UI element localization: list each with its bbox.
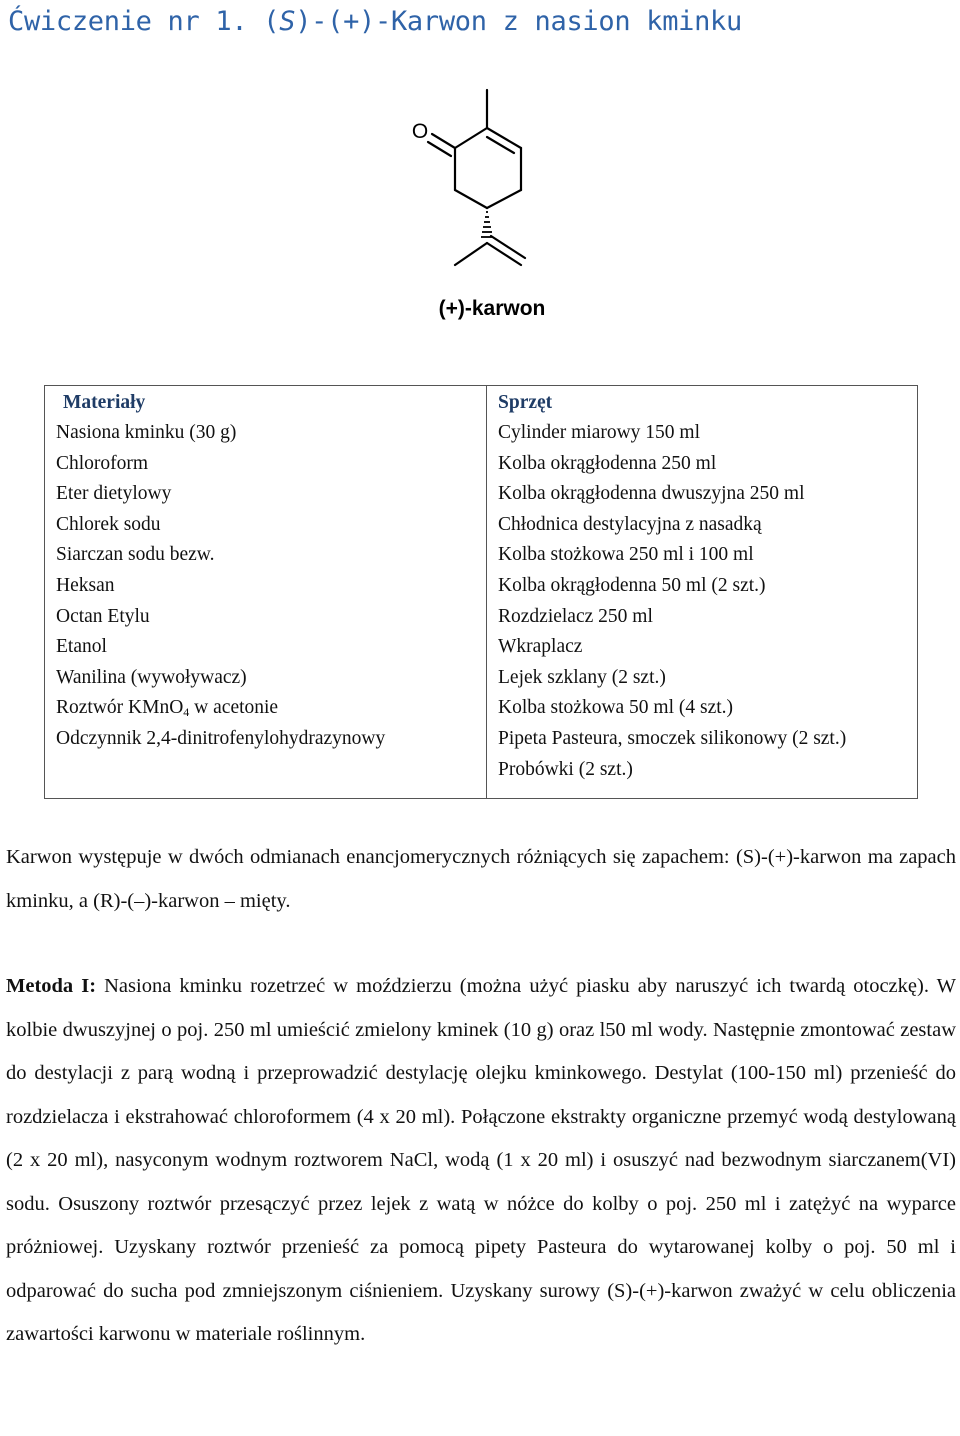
materials-column [45,386,487,799]
structure-caption: (+)-karwon [438,297,546,320]
equipment-header: Sprzęt [498,392,553,413]
carvone-structure [380,80,580,330]
bond-c4-c5 [487,190,521,208]
bond-c1-c2 [455,128,487,148]
material-item: Siarczan sodu bezw. [56,544,215,566]
bond-c3-c4 [455,190,487,208]
method-label: Metoda I: [6,975,97,997]
equipment-item: Kolba stożkowa 250 ml i 100 ml [498,544,754,566]
method-paragraph [6,965,956,1357]
material-item: Odczynnik 2,4-dinitrofenylohydrazynowy [56,727,386,749]
bond-methylene-1 [487,243,521,265]
equipment-item: Cylinder miarowy 150 ml [498,422,701,443]
material-item: Nasiona kminku (30 g) [56,422,237,443]
material-item: Chloroform [56,452,149,474]
equipment-item: Pipeta Pasteura, smoczek silikonowy (2 szt.) [498,727,847,749]
material-item: Wanilina (wywoływacz) [56,666,247,688]
equipment-item: Wkraplacz [498,636,583,658]
materials-equipment-table [44,385,918,799]
page-title [8,0,742,44]
kmno4-prefix: Roztwór KMnO [56,697,184,719]
equipment-item: Kolba stożkowa 50 ml (4 szt.) [498,697,734,719]
bond-methylene-2 [491,236,525,258]
bond-c6-c1 [487,128,521,148]
material-item: Chlorek sodu [56,513,161,535]
material-item: Octan Etylu [56,605,150,627]
title-suffix: )-(+)-Karwon z nasion kminku [295,6,742,37]
equipment-item: Kolba okrągłodenna dwuszyjna 250 ml [498,483,805,505]
oxygen-atom-label: O [411,120,429,143]
material-item: Heksan [56,574,115,596]
equipment-item: Probówki (2 szt.) [498,758,633,780]
equipment-item: Lejek szklany (2 szt.) [498,666,666,688]
kmno4-suffix: w acetonie [189,697,279,719]
bond-isopropenyl-methyl [455,243,487,265]
intro-paragraph: Karwon występuje w dwóch odmianach enancjomerycznych różniących się zapachem: (S)-(+)-karwon ma zapach kminku, a (R)-(–)-karwon – mięty. [6,846,956,912]
equipment-item: Kolba okrągłodenna 250 ml [498,452,717,474]
equipment-item: Kolba okrągłodenna 50 ml (2 szt.) [498,574,766,596]
title-stereo-descriptor: S [279,6,296,37]
title-prefix: Ćwiczenie nr 1. ( [8,6,280,37]
material-item-kmno4 [56,693,486,724]
equipment-item: Chłodnica destylacyjna z nasadką [498,513,762,535]
method-text: Nasiona kminku rozetrzeć w moździerzu (można użyć piasku aby naruszyć ich twardą otoczkę). W kolbie dwuszyjnej o poj. 250 ml umieścić zmielony kminek (10 g) oraz l50 ml wody. Następnie zmontować zestaw do destylacji z parą wodną i przeprowadzić destylację olejku kminkowego. Destylat (100-150 ml) przenieść do rozdzielacza i ekstrahować chloroformem (4 x 20 ml). Połączone ekstrakty organiczne przemyć wodą destylowaną (2 x 20 ml), nasyconym wodnym roztworem NaCl, wodą (1 x 20 ml) i osuszyć nad bezwodnym siarczanem(VI) sodu. Osuszony roztwór przesączyć przez lejek z watą w nóżce do kolby o poj. 250 ml i zatężyć na wyparce próżniowej. Uzyskany roztwór przenieść za pomocą pipety Pasteura do wytarowanej kolby o poj. 50 ml i odparować do sucha pod zmniejszonym ciśnieniem. Uzyskany surowy (S)-(+)-karwon zważyć w celu obliczenia zawartości karwonu w materiale roślinnym. [6,975,956,1345]
material-item: Etanol [56,636,107,658]
kmno4-subscript: 4 [183,705,190,720]
equipment-item: Rozdzielacz 250 ml [498,605,653,627]
material-item: Eter dietylowy [56,483,172,505]
bond-ring-double [487,137,514,153]
equipment-column [487,386,918,799]
materials-header: Materiały [63,392,146,413]
hashed-wedge-bond [481,212,493,237]
